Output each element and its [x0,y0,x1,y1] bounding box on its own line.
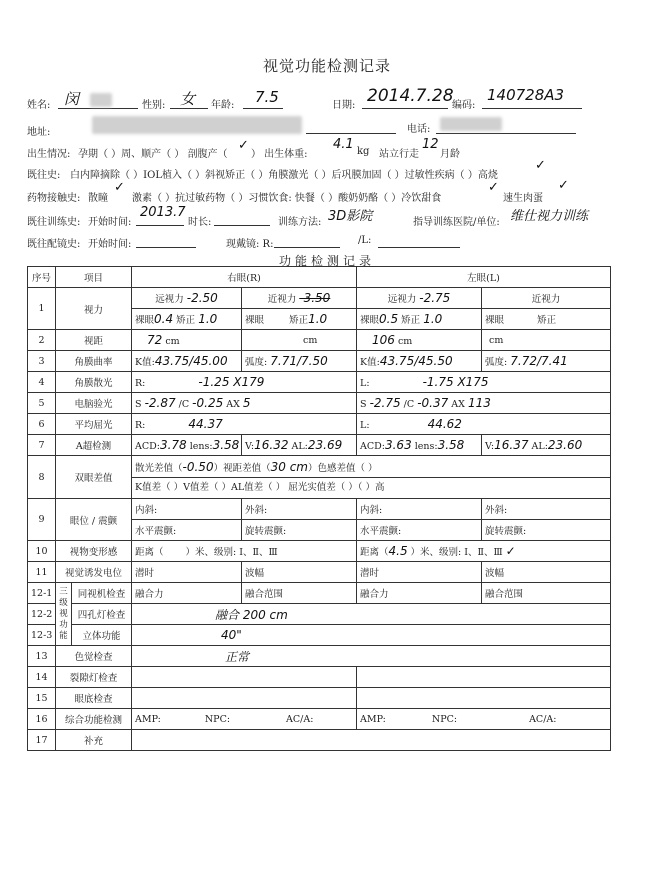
row-12-1-fusion-l: 融合力 [357,583,482,604]
row-5-item: 电脑验光 [56,393,132,414]
near-label-r: 近视力 [267,294,297,305]
dist-unit-l: cm [397,336,413,347]
row-1-near-l: 近视力 [482,288,611,309]
row-12-1-range-l: 融合范围 [482,583,611,604]
row-3-arc-l [482,351,611,372]
past-label: 既往史: [27,170,61,181]
row-10-item: 视物变形感 [56,541,132,562]
date-line [362,108,448,109]
header-item: 项目 [56,267,132,288]
row-12-2-value: 融合 200 cm [215,607,288,622]
birth-weight-label: ） 出生体重: [251,149,308,160]
row-2-l-near [482,330,611,351]
address-redaction [92,116,302,134]
avg-label-l: L: [360,420,370,431]
lens-r: 3.58 [212,438,240,452]
naked-l: 0.5 [379,312,399,326]
table-row-16 [28,709,611,730]
level-check-l: ✓ [505,544,516,558]
row-15-r [132,688,357,709]
ax-r: 5 [242,396,251,410]
color-diff-label: ）色感差值（ ） [307,462,378,474]
row-12-2-value-cell [132,604,611,625]
row-6-item: 平均屈光 [56,414,132,435]
near-value-r: -3.50 [299,291,331,305]
row-14-l [357,667,611,688]
astig-label-r: R: [135,378,146,389]
row-12-1-fusion-r: 融合力 [132,583,242,604]
amp-label-r: AMP: [135,713,161,725]
row-9-rot-r: 旋转震颤: [242,520,357,541]
v-label-l: V: [485,441,495,452]
sex-label: 性别: [142,100,166,111]
dist-unit-r: cm [165,336,180,347]
row-9-seq: 9 [28,499,56,541]
row-13-seq: 13 [28,646,56,667]
table-row-14 [28,667,611,688]
row-11-latency-l: 潜时 [357,562,482,583]
table-row-1a [28,288,611,309]
astig-diff-label: 散光差值（ [135,462,183,474]
row-14-item: 裂隙灯检查 [56,667,132,688]
row-9-outer-r: 外斜: [242,499,357,520]
near-corr-r: 1.0 [308,312,328,326]
arc-r: 7.71/7.50 [270,354,328,368]
row-17-seq: 17 [28,730,56,751]
arc-label-r: 弧度: [245,357,268,368]
table-row-12-3 [28,625,611,646]
glasses-start-label: 开始时间: [88,239,132,250]
table-row-11 [28,562,611,583]
lens-label-r: lens: [189,441,213,452]
row-9-outer-l: 外斜: [482,499,611,520]
row-1-near-naked-r [242,309,357,330]
row-11-item: 视觉诱发电位 [56,562,132,583]
al-label-l: AL: [531,441,548,452]
table-row-3 [28,351,611,372]
dist-label-l: 距离（ [360,547,389,558]
row-6-l [357,414,611,435]
age-label: 年龄: [211,100,235,111]
al-r: 23.69 [307,438,343,452]
row-1-seq: 1 [28,288,56,330]
table-row-12-1 [28,583,611,604]
row-3-arc-r [242,351,357,372]
avg-l: 44.62 [427,417,462,431]
row-3-k-l [357,351,482,372]
row-15-item: 眼底检查 [56,688,132,709]
row-14-r [132,667,357,688]
npc-label-l: NPC: [431,713,458,725]
c-label-l: /C [403,399,415,410]
row-8-line-1 [135,457,607,477]
avg-label-r: R: [135,420,146,431]
sex-value: 女 [180,90,196,108]
c-r: -0.25 [192,396,224,410]
address-line [306,133,396,134]
row-8-item: 双眼差值 [56,456,132,499]
row-2-r-near [242,330,357,351]
row-3-k-r [132,351,242,372]
astig-r: -1.25 X179 [198,375,265,389]
name-value: 闵 [64,90,80,108]
row-6-seq: 6 [28,414,56,435]
dist-label-r: 距离（ [135,547,164,558]
table-row-4 [28,372,611,393]
far-label-r: 远视力 [155,294,184,305]
lens-l: 3.58 [437,438,465,452]
acd-label-r: ACD: [135,441,160,452]
birth-items: 孕期（ ）周、顺产（ ） 剖腹产（ [78,149,228,160]
table-row-13 [28,646,611,667]
name-redaction [90,93,112,107]
v-label-r: V: [245,441,255,452]
row-5-seq: 5 [28,393,56,414]
acd-l: 3.63 [384,438,412,452]
row-13-item: 色觉检查 [56,646,132,667]
row-2-r [132,330,242,351]
astig-label-l: L: [360,378,370,389]
table-row-5 [28,393,611,414]
row-9-horiz-l: 水平震颤: [357,520,482,541]
glasses-start-line [136,247,196,248]
header-right-eye: 右眼(R) [132,267,357,288]
row-12-3-value: 40" [221,628,242,642]
row-2-l [357,330,482,351]
header-left-eye: 左眼(L) [357,267,611,288]
row-12-1-range-r: 融合范围 [242,583,357,604]
row-1-near-r [242,288,357,309]
k-label-l: K值: [360,357,380,368]
npc-label-r: NPC: [204,713,231,725]
dist-value-l: 4.5 [388,544,408,558]
dist-unit-l2: cm [489,334,504,346]
birth-label: 出生情况: [27,149,71,160]
id-line [482,108,582,109]
stand-value: 12 [422,137,439,152]
table-row-7 [28,435,611,456]
function-test-table [27,266,611,751]
far-value-r: -2.50 [186,291,218,305]
phone-line [436,133,576,134]
train-start-line [136,225,184,226]
astig-l: -1.75 X175 [422,375,489,389]
train-hospital-value: 维仕视力训练 [510,209,589,224]
row-7-l-a [357,435,482,456]
row-5-l [357,393,611,414]
aca-label-l: AC/A: [529,713,557,725]
near-naked-label: 裸眼 [245,315,265,326]
row-7-item: A超检测 [56,435,132,456]
arc-label-l: 弧度: [485,357,508,368]
c-l: -0.37 [417,396,449,410]
row-11-amp-l: 波幅 [482,562,611,583]
train-label: 既往训练史: [27,217,81,228]
level-label-r: ）米、级别: Ⅰ、Ⅱ、Ⅲ [185,547,278,558]
far-value-l: -2.75 [419,291,451,305]
train-duration-label: 时长: [188,217,212,228]
k-l: 43.75/45.50 [379,354,453,368]
ax-l: 113 [467,396,491,410]
s-r: -2.87 [144,396,176,410]
row-12-3-seq: 12-3 [28,625,56,646]
level-label-l: ）米、级别: Ⅰ、Ⅱ、Ⅲ [410,547,503,558]
row-1-near-naked-l [482,309,611,330]
row-9-rot-l: 旋转震颤: [482,520,611,541]
train-duration-line [214,225,270,226]
corr-l: 1.0 [423,312,443,326]
id-value: 140728A3 [487,86,565,104]
row-4-seq: 4 [28,372,56,393]
row-13-value-cell [132,646,611,667]
row-13-value: 正常 [225,649,250,664]
name-label: 姓名: [27,100,51,111]
phone-label: 电话: [407,124,431,135]
past-items: 白内障摘除（ ）IOL植入（ ）斜视矫正（ ）角膜激光（ ）后巩膜加固（ ）过敏性疾病（ ）高烧 [70,170,498,181]
near-corrected-label: 矫正 [289,315,309,326]
row-1-far-l [357,288,482,309]
arc-l: 7.72/7.41 [510,354,568,368]
header-seq: 序号 [28,267,56,288]
row-12-2-item: 四孔灯检查 [72,604,132,625]
row-1-far-r [132,288,242,309]
drug-label: 药物接触史: [27,193,81,204]
row-8-seq: 8 [28,456,56,499]
drug-items-3: 速生肉蛋 [503,193,543,204]
row-9-item: 眼位 / 震颤 [56,499,132,541]
train-method-label: 训练方法: [278,217,322,228]
k-label-r: K值: [135,357,155,368]
row-3-seq: 3 [28,351,56,372]
train-start-label: 开始时间: [88,217,132,228]
dist-unit-r2: cm [303,334,318,346]
lens-label-l: lens: [414,441,438,452]
drug-items: 散瞳 [88,193,108,204]
table-header-row [28,267,611,288]
train-method-value: 3D影院 [328,209,373,224]
avg-r: 44.37 [188,417,223,431]
aca-label-r: AC/A: [286,713,314,725]
birth-check: ✓ [238,138,249,153]
row-12-3-item: 立体功能 [72,625,132,646]
row-9-horiz-r: 水平震颤: [132,520,242,541]
s-label-l: S [360,399,367,410]
naked-label-l: 裸眼 [360,315,380,326]
row-12-group: 三级视功能 [56,583,72,646]
naked-label: 裸眼 [135,315,155,326]
ax-label-r: AX [226,399,240,410]
dist-diff-label: ）视距差值（ [213,462,271,474]
row-9-inner-l: 内斜: [357,499,482,520]
al-l: 23.60 [547,438,583,452]
corrected-label-l: 矫正 [401,315,421,326]
past-check: ✓ [535,158,546,173]
dist-diff: 30 cm [270,459,308,474]
table-row-12-2 [28,604,611,625]
c-label-r: /C [178,399,190,410]
row-12-3-value-cell [132,625,611,646]
s-l: -2.75 [369,396,401,410]
v-l: 16.37 [494,438,529,452]
dist-l: 106 [372,333,395,347]
table-row-17 [28,730,611,751]
table-row-8 [28,456,611,499]
naked-r: 0.4 [154,312,174,326]
row-8-values [132,456,611,499]
drug-check-2: ✓ [488,180,499,195]
row-5-r [132,393,357,414]
acd-r: 3.78 [159,438,187,452]
weight-value: 4.1 [333,137,354,152]
corrected-label: 矫正 [176,315,196,326]
al-label-r: AL: [291,441,308,452]
corr-r: 1.0 [198,312,218,326]
row-7-r-b [242,435,357,456]
row-16-r [132,709,357,730]
train-hospital-label: 指导训练医院/单位: [413,217,500,228]
astig-diff: -0.50 [182,459,214,474]
age-value: 7.5 [255,88,279,106]
row-6-r [132,414,357,435]
row-3-item: 角膜曲率 [56,351,132,372]
row-16-item: 综合功能检测 [56,709,132,730]
near-naked-label-l: 裸眼 [485,315,505,326]
k-r: 43.75/45.00 [154,354,228,368]
row-4-r [132,372,357,393]
row-1-naked-r [132,309,242,330]
near-corrected-label-l: 矫正 [537,315,557,326]
glasses-l-line [378,247,460,248]
id-label: 编码: [452,100,476,111]
date-value: 2014.7.28 [367,86,454,106]
drug-check-3: ✓ [558,178,569,193]
row-2-seq: 2 [28,330,56,351]
glasses-wear-label: 现戴镜: R: [226,239,274,250]
row-4-item: 角膜散光 [56,372,132,393]
row-10-seq: 10 [28,541,56,562]
row-16-seq: 16 [28,709,56,730]
stand-unit: 月龄 [440,149,460,160]
row-11-seq: 11 [28,562,56,583]
table-subtitle: 功能检测记录 [278,254,375,268]
glasses-r-line [274,247,340,248]
row-1-naked-l [357,309,482,330]
address-label: 地址: [27,127,51,138]
row-16-l [357,709,611,730]
row-15-l [357,688,611,709]
ax-label-l: AX [451,399,465,410]
v-r: 16.32 [254,438,289,452]
row-4-l [357,372,611,393]
date-label: 日期: [332,100,356,111]
row-17-item: 补充 [56,730,132,751]
row-2-item: 视距 [56,330,132,351]
age-line [243,108,283,109]
glasses-l-label: /L: [358,235,372,246]
stand-label: 站立行走 [379,149,419,160]
table-row-10 [28,541,611,562]
far-label-l: 远视力 [387,294,417,305]
table-row-15 [28,688,611,709]
row-11-amp-r: 波幅 [242,562,357,583]
row-12-1-item: 同视机检查 [72,583,132,604]
weight-unit: kg [357,146,370,157]
row-1-item: 视力 [56,288,132,330]
row-7-l-b [482,435,611,456]
drug-items-2: 激素（ ）抗过敏药物（ ）习惯饮食: 快餐（ ）酸奶奶酪（ ）冷饮甜食 [132,193,442,204]
dist-r: 72 [147,333,163,347]
page-title: 视觉功能检测记录 [262,57,391,75]
row-11-latency-r: 潜时 [132,562,242,583]
phone-redaction [440,117,502,131]
row-10-l [357,541,611,562]
acd-label-l: ACD: [360,441,385,452]
row-12-1-seq: 12-1 [28,583,56,604]
row-8-line-2: K值差（ ）V值差（ ）AL值差（ ） 屈光实值差（ ）（ ）高 [135,481,385,493]
row-17-value-cell [132,730,611,751]
row-9-inner-r: 内斜: [132,499,242,520]
table-row-2 [28,330,611,351]
row-12-2-seq: 12-2 [28,604,56,625]
row-7-r-a [132,435,242,456]
glasses-label: 既往配镜史: [27,239,81,250]
amp-label-l: AMP: [360,713,386,725]
row-14-seq: 14 [28,667,56,688]
s-label-r: S [135,399,142,410]
row-10-r [132,541,357,562]
table-row-6 [28,414,611,435]
drug-check-1: ✓ [114,180,125,195]
row-15-seq: 15 [28,688,56,709]
table-row-9a [28,499,611,520]
train-start-value: 2013.7 [140,205,186,220]
row-7-seq: 7 [28,435,56,456]
